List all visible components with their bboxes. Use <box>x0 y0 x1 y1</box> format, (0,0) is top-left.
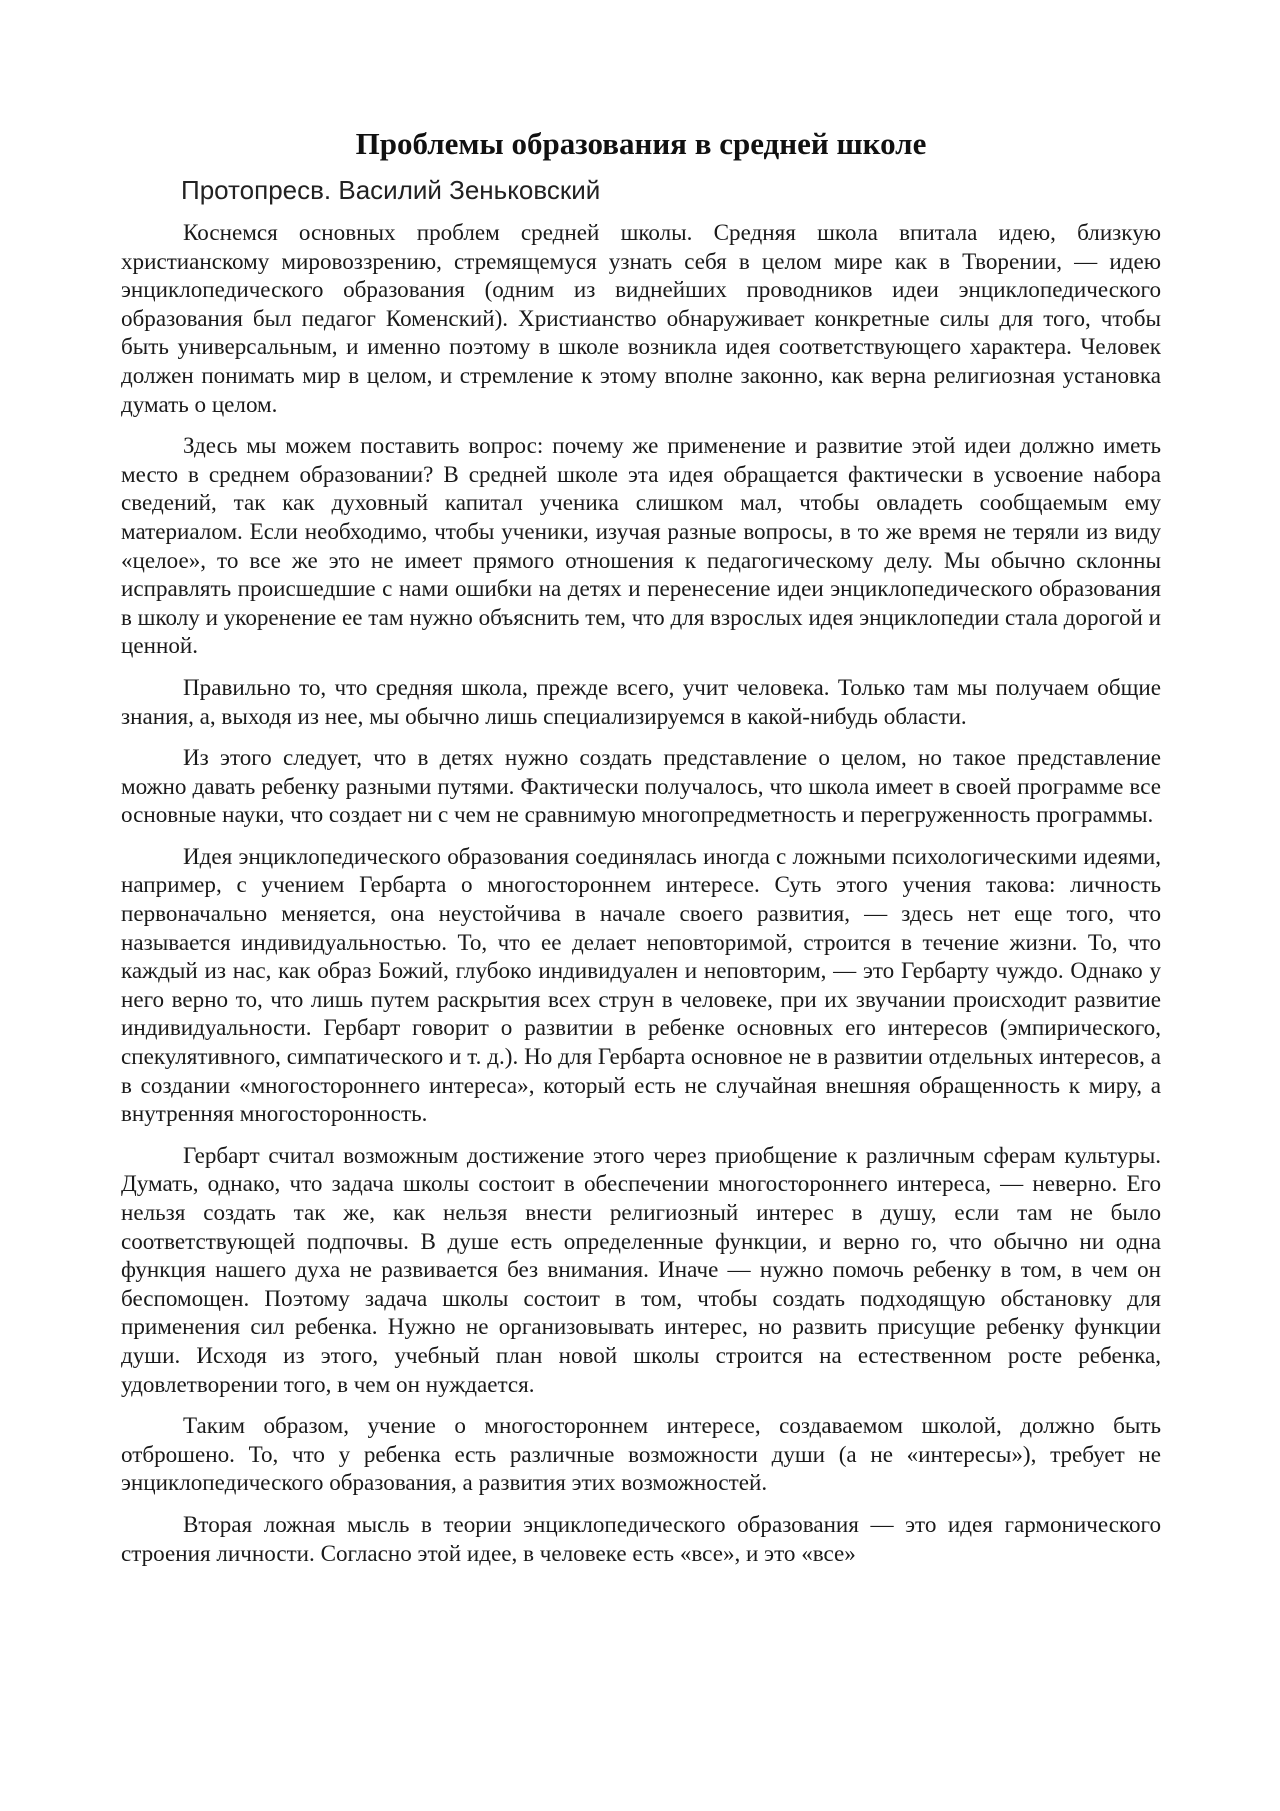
paragraph: Гербарт считал возможным достижение этого через приобщение к различным сферам культуры. Думать, однако, что задача школы состоит в обеспечении многостороннего интереса, — неверно. Его нельзя создать так же, как нельзя внести религиозный интерес в душу, если там не было соответствующей подпочвы. В душе есть определенные функции, и верно го, что обычно ни одна функция нашего духа не развивается без внимания. Иначе — нужно помочь ребенку в том, в чем он беспомощен. Поэтому задача школы состоит в том, чтобы создать подходящую обстановку для применения сил ребенка. Нужно не организовывать интерес, но развить присущие ребенку функции души. Исходя из этого, учебный план новой школы строится на естественном росте ребенка, удовлетворении того, в чем он нуждается. <box>121 1141 1161 1397</box>
paragraph: Идея энциклопедического образования соединялась иногда с ложными психологическими идеями, например, с учением Гербарта о многостороннем интересе. Суть этого учения такова: личность первоначально меняется, она неустойчива в начале своего развития, — здесь нет еще того, что называется индивидуальностью. То, что ее делает неповторимой, строится в течение жизни. То, что каждый из нас, как образ Божий, глубоко индивидуален и неповторим, — это Гербарту чуждо. Однако у него верно то, что лишь путем раскрытия всех струн в человеке, при их звучании происходит развитие индивидуальности. Гербарт говорит о развитии в ребенке основных его интересов (эмпирического, спекулятивного, симпатического и т. д.). Но для Гербарта основное не в развитии отдельных интересов, а в создании «многостороннего интереса», который есть не случайная внешняя обращенность к миру, а внутренняя многосторонность. <box>121 842 1161 1127</box>
paragraph: Таким образом, учение о многостороннем интересе, создаваемом школой, должно быть отброшено. То, что у ребенка есть различные возможности души (а не «интересы»), требует не энциклопедического образования, а развития этих возможностей. <box>121 1412 1161 1496</box>
paragraph: Вторая ложная мысль в теории энциклопедического образования — это идея гармонического строения личности. Согласно этой идее, в человеке есть «все», и это «все» <box>121 1510 1161 1566</box>
document-author: Протопресв. Василий Зеньковский <box>181 175 601 205</box>
document-title: Проблемы образования в средней школе <box>355 126 927 161</box>
paragraph: Правильно то, что средняя школа, прежде всего, учит человека. Только там мы получаем общие знания, а, выходя из нее, мы обычно лишь специализируемся в какой-нибудь области. <box>121 673 1161 729</box>
paragraph: Здесь мы можем поставить вопрос: почему же применение и развитие этой идеи должно иметь место в среднем образовании? В средней школе эта идея обращается фактически в усвоение набора сведений, так как духовный капитал ученика слишком мал, чтобы овладеть сообщаемым ему материалом. Если необходимо, чтобы ученики, изучая разные вопросы, в то же время не теряли из виду «целое», то все же это не имеет прямого отношения к педагогическому делу. Мы обычно склонны исправлять происшедшие с нами ошибки на детях и перенесение идеи энциклопедического образования в школу и укоренение ее там нужно объяснить тем, что для взрослых идея энциклопедии стала дорогой и ценной. <box>121 432 1161 659</box>
document-body <box>121 124 1161 1580</box>
paragraph: Коснемся основных проблем средней школы. Средняя школа впитала идею, близкую христианскому мировоззрению, стремящемуся узнать себя в целом мире как в Творении, — идею энциклопедического образования (одним из виднейших проводников идеи энциклопедического образования был педагог Коменский). Христианство обнаруживает конкретные силы для того, чтобы быть универсальным, и именно поэтому в школе возникла идея соответствующего характера. Человек должен понимать мир в целом, и стремление к этому вполне законно, как верна религиозная установка думать о целом. <box>121 219 1161 417</box>
paragraph: Из этого следует, что в детях нужно создать представление о целом, но такое представление можно давать ребенку разными путями. Фактически получалось, что школа имеет в своей программе все основные науки, что создает ни с чем не сравнимую многопредметность и перегруженность программы. <box>121 744 1161 828</box>
